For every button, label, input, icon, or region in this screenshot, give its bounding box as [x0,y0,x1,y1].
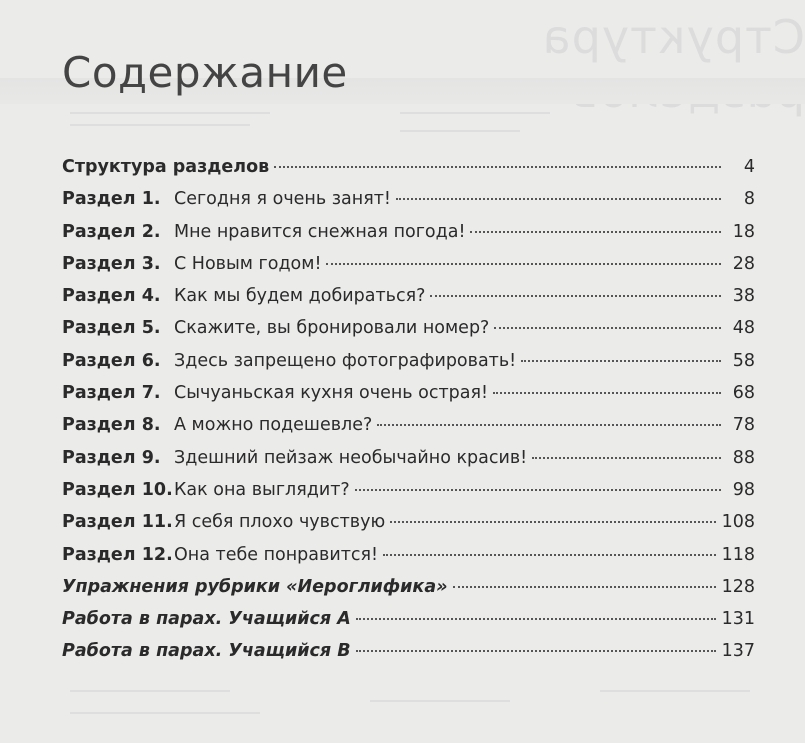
toc-entry-title: Работа в парах. Учащийся В [62,641,351,662]
toc-entry-page: 68 [732,383,755,404]
dot-leader [377,423,721,426]
toc-entry-label: Раздел 9. [62,447,161,468]
dot-leader [493,391,721,394]
toc-entry-page: 18 [732,221,755,242]
toc-entry [62,216,755,248]
toc-entry [62,409,755,441]
toc-entry [62,571,755,603]
dot-leader [355,488,721,491]
dot-leader [494,326,721,329]
toc-entry-label: Раздел 11. [62,512,173,533]
toc-entry-title: Работа в парах. Учащийся А [62,609,351,630]
bleed-through-line [370,700,510,702]
toc-entry-title: Структура разделов [62,157,270,177]
dot-leader [356,649,716,652]
toc-entry-title: Я себя плохо чувствую [174,512,386,533]
dot-leader [470,230,721,233]
toc-entry-page: 78 [732,415,755,436]
toc-entry-page: 48 [732,318,755,339]
toc-entry [62,539,755,571]
toc-entry-label: Раздел 5. [62,318,161,339]
dot-leader [396,197,721,200]
toc-entry [62,635,755,667]
toc-entry-title: Сегодня я очень занят! [174,189,391,210]
dot-leader [430,294,721,297]
toc-entry-title: С Новым годом! [174,253,322,274]
toc-entry [62,183,755,215]
toc-entry-label: Раздел 1. [62,189,161,210]
toc-entry-page: 128 [721,576,755,597]
toc-entry-page: 38 [732,286,755,307]
toc-entry-label: Раздел 10. [62,479,173,500]
toc-entry-page: 131 [721,609,755,630]
toc-entry-title: Здешний пейзаж необычайно красив! [174,447,528,468]
toc-entry-page: 4 [743,157,755,177]
bleed-through-line [600,690,750,692]
toc-entry-title: Как она выглядит? [174,479,350,500]
toc-entry-page: 118 [721,544,755,565]
toc-entry-label: Раздел 2. [62,221,161,242]
toc-entry [62,312,755,344]
toc-entry-page: 58 [732,350,755,371]
toc-entry-title: Мне нравится снежная погода! [174,221,466,242]
bleed-through-heading: Структура [541,10,805,64]
toc-entry-page: 8 [743,189,755,210]
toc-entry-label: Раздел 12. [62,544,173,565]
toc-entry [62,151,755,183]
toc-entry [62,603,755,635]
toc-entry [62,506,755,538]
toc-entry-label: Раздел 3. [62,253,161,274]
toc-entry-title: Упражнения рубрики «Иероглифика» [62,576,448,597]
dot-leader [453,585,716,588]
table-of-contents [62,151,755,668]
toc-entry-page: 98 [732,479,755,500]
dot-leader [356,617,716,620]
bleed-through-line [70,124,250,126]
toc-entry-label: Раздел 6. [62,350,161,371]
bleed-through-line [400,130,520,132]
toc-entry-page: 108 [721,512,755,533]
toc-entry-label: Раздел 8. [62,415,161,436]
toc-entry-page: 28 [732,253,755,274]
toc-entry-title: Как мы будем добираться? [174,286,426,307]
toc-entry-title: Скажите, вы бронировали номер? [174,318,490,339]
dot-leader [390,520,715,523]
toc-entry-page: 88 [732,447,755,468]
dot-leader [383,553,716,556]
dot-leader [326,262,721,265]
toc-entry [62,442,755,474]
bleed-through-line [70,690,230,692]
bleed-through-line [70,712,260,714]
toc-entry-title: Сычуаньская кухня очень острая! [174,383,489,404]
toc-entry-page: 137 [721,641,755,662]
toc-entry [62,474,755,506]
dot-leader [532,456,721,459]
toc-entry [62,345,755,377]
toc-entry-title: А можно подешевле? [174,415,373,436]
bleed-through-line [400,112,550,114]
toc-entry-label: Раздел 4. [62,286,161,307]
toc-entry-label: Раздел 7. [62,383,161,404]
toc-entry-title: Она тебе понравится! [174,544,379,565]
page-title: Содержание [62,48,348,97]
toc-entry [62,377,755,409]
bleed-through-line [70,112,270,114]
dot-leader [274,165,721,168]
toc-entry-title: Здесь запрещено фотографировать! [174,350,517,371]
dot-leader [521,359,721,362]
toc-entry [62,248,755,280]
toc-entry [62,280,755,312]
